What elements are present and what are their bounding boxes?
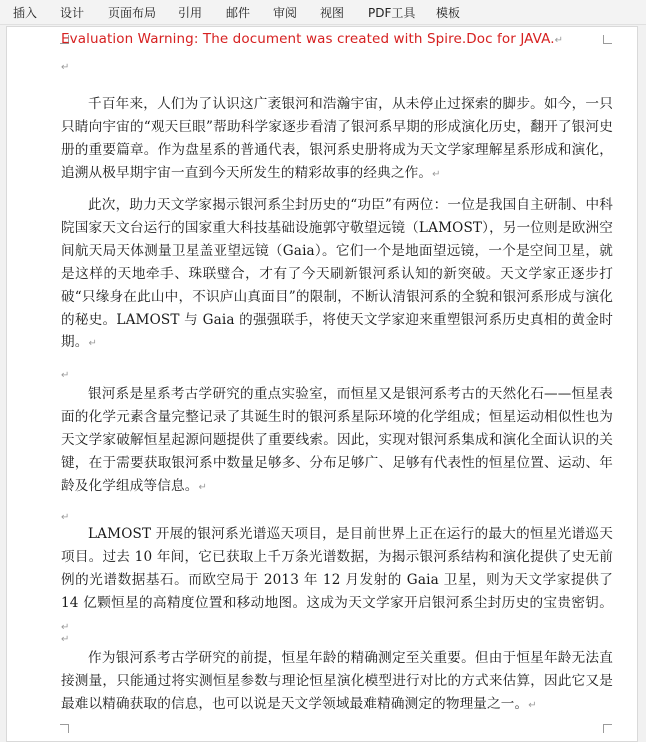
ribbon-tab-3[interactable]: 页面布局	[108, 6, 157, 20]
paragraph-mark: ↵	[88, 338, 98, 350]
ribbon-tab-bar	[0, 0, 646, 25]
paragraph-4: LAMOST 开展的银河系光谱巡天项目，是目前世界上正在运行的最大的恒星光谱巡天项目。过去 10 年间，它已获取上千万条光谱数据，为揭示银河系结构和演化提供了史无前例的光谱数据基石。而欧空局于 2013 年 12 月发射的 Gaia 卫星，则为天文学家提供了 14 亿颗恒星的高精度位置和移动地图。这成为天文学家开启银河系尘封历史的宝贵密钥。↵	[61, 526, 613, 633]
paragraph-mark: ↵	[61, 370, 70, 381]
paragraph-mark: ↵	[61, 621, 70, 633]
paragraph-2: 此次，助力天文学家揭示银河系尘封历史的“功臣”有两位：一位是我国自主研制、中科院国家天文台运行的国家重大科技基础设施郭守敬望远镜（LAMOST），另一位则是欧洲空间航天局天体测量卫星盖亚望远镜（Gaia）。它们一个是地面望远镜，一个是空间卫星，就是这样的天地牵手、珠联璧合，才有了今天刷新银河系认知的新突破。天文学家正逐步打破“只缘身在此山中，不识庐山真面目”的限制，不断认清银河系的全貌和银河系形成与演化的秘史。LAMOST 与 Gaia 的强强联手，将使天文学家迎来重塑银河系历史真相的黄金时期。↵	[61, 197, 613, 351]
ribbon-tab-8[interactable]: PDF工具	[368, 6, 416, 20]
crop-mark-bottom-right	[603, 724, 612, 733]
paragraph-mark: ↵	[554, 35, 564, 46]
ribbon-tab-9[interactable]: 模板	[436, 6, 461, 20]
paragraph-mark: ↵	[61, 634, 70, 645]
ribbon-tab-4[interactable]: 引用	[178, 6, 203, 20]
paragraph-mark: ↵	[432, 168, 441, 180]
ribbon-tab-6[interactable]: 审阅	[273, 6, 298, 20]
paragraph-5: 作为银河系考古学研究的前提，恒星年龄的精确测定至关重要。但由于恒星年龄无法直接测量，只能通过将实测恒星参数与理论恒星演化模型进行对比的方式来估算，因此它又是最难以精确获取的信息，也可以说是天文学领域最难精确测定的物理量之一。↵	[61, 650, 613, 712]
ribbon-tab-2[interactable]: 设计	[60, 6, 85, 20]
paragraph-3: 银河系是星系考古学研究的重点实验室，而恒星又是银河系考古的天然化石——恒星表面的化学元素含量完整记录了其诞生时的银河系星际环境的化学组成；恒星运动相似性也为天文学家破解恒星起源问题提供了重要线索。因此，实现对银河系集成和演化全面认识的关键，在于需要获取银河系中数量足够多、分布足够广、足够有代表性的恒星位置、运动、年龄及化学组成等信息。↵	[61, 386, 613, 494]
empty-paragraph	[61, 627, 69, 646]
document-page[interactable]	[6, 26, 638, 742]
evaluation-warning: Evaluation Warning: The document was created with Spire.Doc for JAVA.↵	[61, 31, 564, 47]
paragraph-mark: ↵	[528, 699, 537, 711]
paragraph-mark: ↵	[198, 481, 207, 493]
ribbon-tab-7[interactable]: 视图	[320, 6, 345, 20]
crop-mark-top-right	[603, 35, 612, 44]
ribbon-tab-1[interactable]: 插入	[13, 6, 38, 20]
empty-paragraph	[61, 55, 69, 74]
empty-paragraph	[61, 363, 69, 382]
paragraph-mark: ↵	[61, 62, 70, 73]
crop-mark-bottom-left	[60, 724, 69, 733]
paragraph-1: 千百年来，人们为了认识这广袤银河和浩瀚宇宙，从未停止过探索的脚步。如今，一只只睛向宇宙的“观天巨眼”帮助科学家逐步看清了银河系早期的形成演化历史，翻开了银河史册的重要篇章。作为盘星系的普通代表，银河系史册将成为天文学家理解星系形成和演化，追溯从极早期宇宙一直到今天所发生的精彩故事的经典之作。↵	[61, 96, 613, 181]
ribbon-tab-5[interactable]: 邮件	[226, 6, 251, 20]
empty-paragraph	[61, 505, 69, 524]
paragraph-mark: ↵	[61, 512, 70, 523]
